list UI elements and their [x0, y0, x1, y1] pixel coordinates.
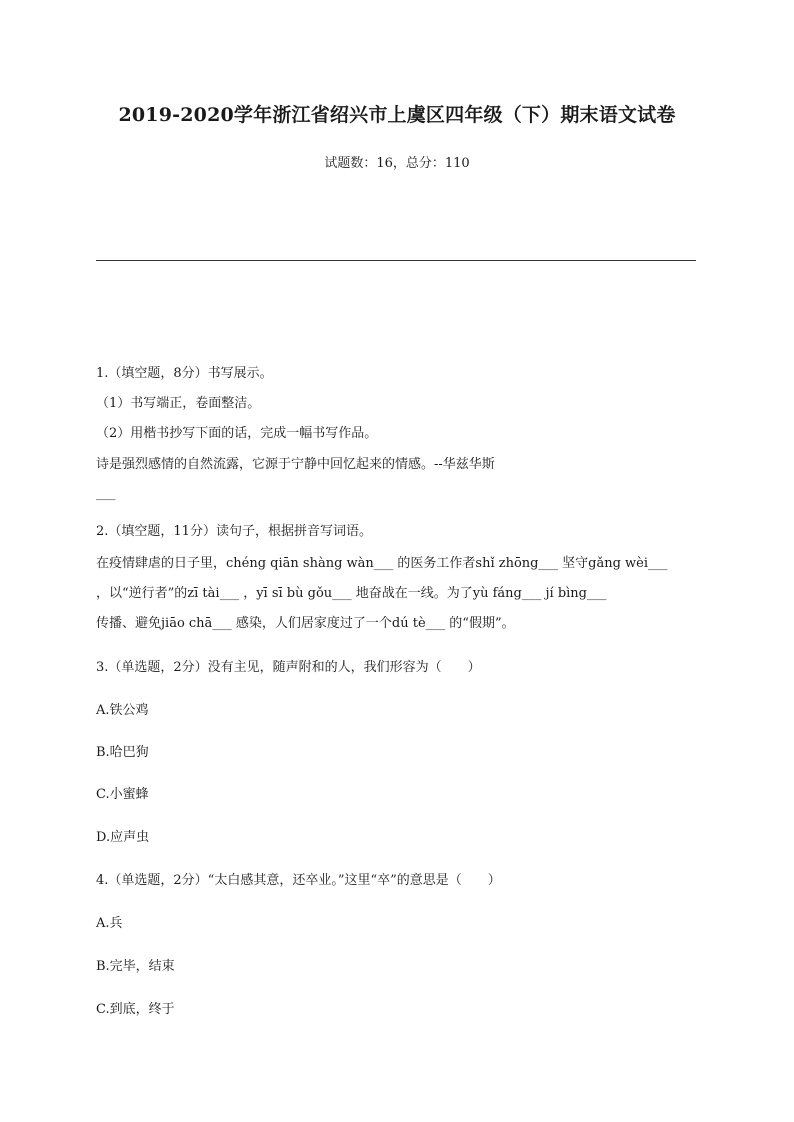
question-1-quote: 诗是强烈感情的自然流露，它源于宁静中回忆起来的情感。--华兹华斯 [96, 457, 495, 472]
question-2-line-1: 在疫情肆虐的日子里，chéng qiān shàng wàn___ 的医务工作者shǐ zhōng___ 坚守gǎng wèi___ [96, 556, 668, 571]
question-1-item-1: （1）书写端正，卷面整洁。 [96, 396, 261, 411]
question-4-option-b: B.完毕，结束 [96, 959, 175, 974]
question-3-option-c: C.小蜜蜂 [96, 787, 149, 802]
document-subtitle: 试题数：16，总分：110 [324, 156, 470, 171]
question-1-heading: 1.（填空题，8分）书写展示。 [96, 366, 273, 381]
question-2-heading: 2.（填空题，11分）读句子，根据拼音写词语。 [96, 524, 372, 539]
document-title: 2019-2020学年浙江省绍兴市上虞区四年级（下）期末语文试卷 [118, 104, 676, 126]
question-3-heading: 3.（单选题，2分）没有主见，随声附和的人，我们形容为（ ） [96, 660, 481, 675]
question-4-option-a: A.兵 [96, 916, 123, 931]
question-1-answer-blank: ___ [96, 486, 116, 501]
question-2-line-3: 传播、避免jiāo chā___ 感染，人们居家度过了一个dú tè___ 的“假期”。 [96, 616, 515, 631]
question-1-item-2: （2）用楷书抄写下面的话，完成一幅书写作品。 [96, 426, 378, 441]
header-divider [96, 260, 696, 261]
question-3-option-d: D.应声虫 [96, 830, 150, 845]
question-4-option-c: C.到底，终于 [96, 1002, 175, 1017]
question-3-option-a: A.铁公鸡 [96, 703, 149, 718]
question-2-line-2: ，以“逆行者”的zī tài___ ，yī sī bù gǒu___ 地奋战在一线。为了yù fáng___ jí bìng___ [96, 586, 607, 601]
question-4-heading: 4.（单选题，2分）“太白感其意，还卒业。”这里“卒”的意思是（ ） [96, 873, 501, 888]
question-3-option-b: B.哈巴狗 [96, 745, 149, 760]
